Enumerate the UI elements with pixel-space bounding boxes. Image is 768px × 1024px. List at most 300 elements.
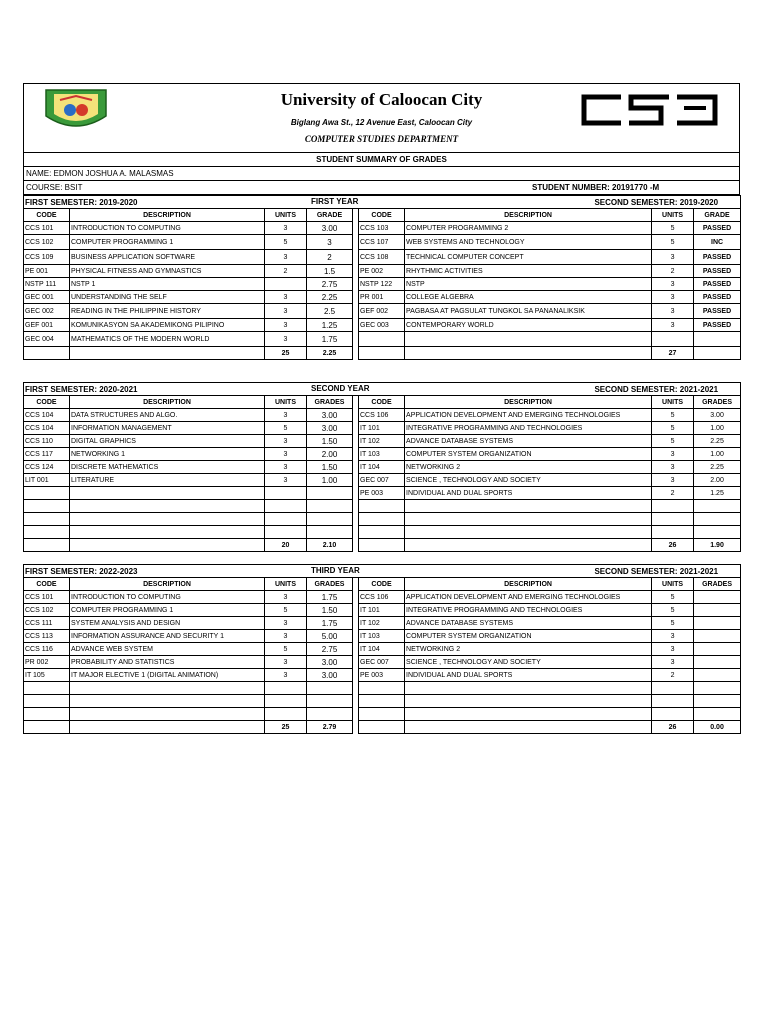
total-units: 20 [265,539,307,552]
grade-cell: APPLICATION DEVELOPMENT AND EMERGING TECHNOLOGIES [405,591,652,604]
grade-cell: 3 [652,656,694,669]
column-header: DESCRIPTION [405,578,652,591]
column-header-row [24,578,741,591]
grade-cell [70,513,265,526]
grade-cell: COMPUTER SYSTEM ORGANIZATION [405,448,652,461]
cell [70,721,265,734]
grade-cell: CCS 106 [359,591,405,604]
grade-cell: CONTEMPORARY WORLD [405,319,652,332]
table-row [24,304,741,319]
grade-cell: 3 [265,656,307,669]
grade-cell: CCS 101 [24,222,70,235]
grade-cell [694,604,741,617]
column-header: CODE [24,209,70,222]
grade-cell: 3 [265,474,307,487]
grade-cell: KOMUNIKASYON SA AKADEMIKONG PILIPINO [70,319,265,332]
table-row [24,669,741,682]
grade-cell: APPLICATION DEVELOPMENT AND EMERGING TECHNOLOGIES [405,409,652,422]
grade-cell: 1.00 [694,422,741,435]
grade-cell [694,695,741,708]
grade-cell: 3 [652,250,694,265]
grade-cell: IT 101 [359,422,405,435]
grade-cell: NSTP 122 [359,278,405,291]
grade-cell: 2.75 [307,643,353,656]
grade-cell: PE 003 [359,487,405,500]
grade-cell [265,278,307,291]
first-semester-label: FIRST SEMESTER: 2020-2021 SECOND YEAR [25,384,370,394]
grade-cell: COMPUTER PROGRAMMING 1 [70,235,265,250]
table-row [24,526,741,539]
grade-cell: 2 [307,250,353,265]
grade-cell: 3.00 [307,409,353,422]
table-row [24,235,741,250]
table-row [24,617,741,630]
year-label: SECOND YEAR [311,384,370,393]
column-header-row [24,209,741,222]
grade-cell [694,708,741,721]
total-units: 26 [652,721,694,734]
cell [405,539,652,552]
table-row [24,435,741,448]
grade-cell: 2.00 [307,448,353,461]
cell [359,721,405,734]
grade-cell: 3 [265,617,307,630]
grade-cell: IT 105 [24,669,70,682]
cell [359,347,405,360]
grade-cell: 3 [652,291,694,304]
grade-cell: INDIVIDUAL AND DUAL SPORTS [405,487,652,500]
grade-cell: NETWORKING 1 [70,448,265,461]
department-name: COMPUTER STUDIES DEPARTMENT [304,134,459,144]
grade-cell [405,526,652,539]
grade-cell [694,526,741,539]
grade-cell: CCS 107 [359,235,405,250]
table-row [24,461,741,474]
column-header: GRADES [694,578,741,591]
grade-cell: ADVANCE WEB SYSTEM [70,643,265,656]
grade-cell: 3 [265,250,307,265]
table-row [24,695,741,708]
grade-cell: TECHNICAL COMPUTER CONCEPT [405,250,652,265]
grade-cell: IT 102 [359,435,405,448]
general-average: 2.79 [307,721,353,734]
grade-cell: 1.75 [307,617,353,630]
grade-cell [307,513,353,526]
grade-cell: 1.75 [307,591,353,604]
grade-cell [24,695,70,708]
grade-cell: 1.00 [694,448,741,461]
cell [359,539,405,552]
table-row [24,630,741,643]
grade-cell: 3 [652,461,694,474]
total-units: 27 [652,347,694,360]
grade-cell [405,708,652,721]
grade-cell: ADVANCE DATABASE SYSTEMS [405,617,652,630]
grade-cell: 3 [265,435,307,448]
grade-cell: IT 101 [359,604,405,617]
grade-cell: DIGITAL GRAPHICS [70,435,265,448]
column-header: UNITS [265,209,307,222]
grade-cell: PASSED [694,304,741,319]
grade-cell [307,695,353,708]
grade-cell: 3.00 [694,409,741,422]
grade-cell [24,526,70,539]
column-header: GRADES [307,578,353,591]
grade-cell: NSTP [405,278,652,291]
semester-table [23,382,741,552]
column-header: DESCRIPTION [70,578,265,591]
grade-cell: PAGBASA AT PAGSULAT TUNGKOL SA PANANALIKSIK [405,304,652,319]
grade-cell: 2.75 [307,278,353,291]
table-row [24,682,741,695]
table-row [24,513,741,526]
grade-cell: IT 103 [359,630,405,643]
grade-cell: ADVANCE DATABASE SYSTEMS [405,435,652,448]
grade-cell: PASSED [694,222,741,235]
grade-cell: 1.25 [307,319,353,332]
grade-cell: GEC 001 [24,291,70,304]
grade-cell: PR 002 [24,656,70,669]
grade-cell: NSTP 111 [24,278,70,291]
grade-cell: 2.5 [307,304,353,319]
grade-cell [70,682,265,695]
table-row [24,500,741,513]
grade-cell: 3 [265,319,307,332]
table-row [24,409,741,422]
grade-cell: 1.50 [307,435,353,448]
totals-row [24,539,741,552]
grade-cell: NSTP 1 [70,278,265,291]
grade-cell: GEC 007 [359,656,405,669]
summary-title: STUDENT SUMMARY OF GRADES [23,153,740,167]
grade-cell: INTRODUCTION TO COMPUTING [70,222,265,235]
grade-cell: LIT 001 [24,474,70,487]
column-header: UNITS [652,396,694,409]
column-header: UNITS [265,578,307,591]
grade-cell: CCS 101 [24,591,70,604]
student-name: NAME: EDMON JOSHUA A. MALASMAS [23,167,740,181]
grade-cell [405,332,652,347]
grade-cell: READING IN THE PHILIPPINE HISTORY [70,304,265,319]
grade-cell: COMPUTER PROGRAMMING 1 [70,604,265,617]
student-number: STUDENT NUMBER: 20191770 -M [532,183,660,192]
grade-cell: SCIENCE , TECHNOLOGY AND SOCIETY [405,656,652,669]
column-header: GRADE [694,209,741,222]
table-row [24,222,741,235]
cell [24,347,70,360]
grade-cell: PASSED [694,278,741,291]
column-header: DESCRIPTION [70,209,265,222]
grade-cell [24,487,70,500]
grade-cell: 5 [265,643,307,656]
column-header: UNITS [652,578,694,591]
table-row [24,604,741,617]
grade-cell: CCS 110 [24,435,70,448]
grade-cell: INTEGRATIVE PROGRAMMING AND TECHNOLOGIES [405,604,652,617]
grade-cell: INFORMATION ASSURANCE AND SECURITY 1 [70,630,265,643]
grade-cell [694,617,741,630]
grade-cell: GEC 007 [359,474,405,487]
first-semester-label: FIRST SEMESTER: 2019-2020 FIRST YEAR [25,197,359,207]
grade-cell: INDIVIDUAL AND DUAL SPORTS [405,669,652,682]
grade-cell: CCS 124 [24,461,70,474]
cell [70,539,265,552]
grade-cell: SYSTEM ANALYSIS AND DESIGN [70,617,265,630]
grade-cell: DATA STRUCTURES AND ALGO. [70,409,265,422]
grade-cell: PE 003 [359,669,405,682]
general-average: 0.00 [694,721,741,734]
grade-cell: BUSINESS APPLICATION SOFTWARE [70,250,265,265]
grade-cell [70,500,265,513]
grade-cell [652,682,694,695]
semester-header-row [24,565,741,578]
column-header: DESCRIPTION [405,209,652,222]
grade-cell: 3 [265,332,307,347]
grade-cell: 2.25 [694,461,741,474]
grade-cell [694,643,741,656]
grade-cell: 3.00 [307,669,353,682]
grade-cell [70,695,265,708]
grade-cell: PE 002 [359,265,405,278]
student-course: COURSE: BSIT [26,183,83,192]
grade-cell: 5 [265,604,307,617]
grade-cell [694,669,741,682]
second-semester-label: SECOND SEMESTER: 2021-2021 [405,565,741,578]
column-header: GRADE [307,209,353,222]
year-label: FIRST YEAR [311,197,359,206]
grade-cell: 3 [307,235,353,250]
grade-cell: COMPUTER PROGRAMMING 2 [405,222,652,235]
cell [24,539,70,552]
grade-cell: 5 [652,222,694,235]
grade-cell: 2.00 [694,474,741,487]
grade-cell: CCS 111 [24,617,70,630]
grade-cell: GEC 003 [359,319,405,332]
grade-cell [359,695,405,708]
grade-cell: GEF 002 [359,304,405,319]
grade-cell [405,695,652,708]
grade-cell: 1.5 [307,265,353,278]
grade-cell: RHYTHMIC ACTIVITIES [405,265,652,278]
grade-cell: CCS 109 [24,250,70,265]
grade-cell: 2 [652,487,694,500]
grade-cell [652,526,694,539]
column-header: CODE [359,578,405,591]
grade-cell: PASSED [694,291,741,304]
table-row [24,422,741,435]
grade-cell [405,682,652,695]
grade-cell [359,526,405,539]
grade-cell: 3 [265,304,307,319]
grade-cell: 3 [652,643,694,656]
grade-cell: CCS 102 [24,235,70,250]
grade-cell [307,487,353,500]
grade-cell [307,526,353,539]
grade-cell: 3 [265,222,307,235]
grade-cell: 3 [652,304,694,319]
grade-cell: CCS 108 [359,250,405,265]
table-row [24,319,741,332]
table-row [24,474,741,487]
total-units: 26 [652,539,694,552]
grade-cell: INFORMATION MANAGEMENT [70,422,265,435]
university-name: University of Caloocan City [280,90,483,109]
grade-cell: GEF 001 [24,319,70,332]
grade-cell [694,591,741,604]
grade-cell: 5 [652,617,694,630]
grade-sheet [23,83,740,734]
grade-cell [70,487,265,500]
grade-cell: 5 [265,422,307,435]
document-header [23,83,740,153]
grade-cell [265,682,307,695]
grade-cell: COMPUTER SYSTEM ORGANIZATION [405,630,652,643]
grade-cell [24,682,70,695]
grade-cell: 2.25 [694,435,741,448]
grade-cell: 5 [652,409,694,422]
grade-cell: 3.00 [307,656,353,669]
grade-cell: INC [694,235,741,250]
grade-cell: 3 [652,278,694,291]
grade-cell: COLLEGE ALGEBRA [405,291,652,304]
table-row [24,250,741,265]
grade-cell: INTRODUCTION TO COMPUTING [70,591,265,604]
grade-cell: 5 [265,235,307,250]
grade-cell: 1.50 [307,461,353,474]
grade-cell: 5 [652,591,694,604]
grade-cell [652,513,694,526]
grade-cell: 3 [265,409,307,422]
grade-cell: 3 [265,448,307,461]
cell [405,347,652,360]
grade-cell: CCS 103 [359,222,405,235]
grade-cell: DISCRETE MATHEMATICS [70,461,265,474]
grade-cell: PHYSICAL FITNESS AND GYMNASTICS [70,265,265,278]
grade-cell [694,332,741,347]
grade-cell: 1.00 [307,474,353,487]
grade-cell: 2.25 [307,291,353,304]
grade-cell [652,332,694,347]
totals-row [24,347,741,360]
grade-cell: PASSED [694,250,741,265]
totals-row [24,721,741,734]
grade-cell: 5 [652,604,694,617]
grade-cell: CCS 104 [24,409,70,422]
grade-cell [694,630,741,643]
semester-header-row [24,383,741,396]
grade-cell: IT 104 [359,461,405,474]
grade-cell [24,500,70,513]
grade-cell [307,500,353,513]
grade-cell: CCS 113 [24,630,70,643]
grade-cell [359,708,405,721]
grade-cell [307,682,353,695]
grade-cell [70,708,265,721]
table-row [24,591,741,604]
grade-cell [405,513,652,526]
year-label: THIRD YEAR [311,566,360,575]
table-row [24,265,741,278]
grade-cell: CCS 106 [359,409,405,422]
grade-cell: 2 [652,265,694,278]
grade-cell: 5 [652,422,694,435]
column-header-row [24,396,741,409]
grade-cell: CCS 102 [24,604,70,617]
column-header: GRADES [307,396,353,409]
grade-cell: GEC 004 [24,332,70,347]
grade-cell: NETWORKING 2 [405,643,652,656]
general-average [694,347,741,360]
grade-cell: 1.75 [307,332,353,347]
grade-cell [265,526,307,539]
grade-cell: PR 001 [359,291,405,304]
grade-cell: PE 001 [24,265,70,278]
csd-logo-icon [581,94,721,126]
grade-cell: 5.00 [307,630,353,643]
grade-cell: 3.00 [307,422,353,435]
grade-cell: GEC 002 [24,304,70,319]
grade-cell: 5 [652,235,694,250]
grade-cell: 1.25 [694,487,741,500]
semester-table [23,195,741,360]
grade-cell: UNDERSTANDING THE SELF [70,291,265,304]
grade-cell: IT 102 [359,617,405,630]
grade-cell [265,513,307,526]
grade-cell: 3 [265,591,307,604]
grade-cell: 3 [265,461,307,474]
general-average: 2.10 [307,539,353,552]
grade-cell [24,513,70,526]
grade-cell [359,500,405,513]
column-header: CODE [359,396,405,409]
column-header: UNITS [265,396,307,409]
table-row [24,291,741,304]
grade-cell [307,708,353,721]
grade-cell [359,682,405,695]
grade-cell [694,500,741,513]
column-header: CODE [359,209,405,222]
table-row [24,332,741,347]
grade-cell [265,487,307,500]
grade-cell: PROBABILITY AND STATISTICS [70,656,265,669]
grade-cell: 3 [265,630,307,643]
table-row [24,278,741,291]
grade-cell: 1.50 [307,604,353,617]
grade-cell: 3 [652,319,694,332]
grade-cell [265,500,307,513]
grade-cell: WEB SYSTEMS AND TECHNOLOGY [405,235,652,250]
grade-cell: 3 [265,291,307,304]
grade-cell: 5 [652,435,694,448]
column-header: CODE [24,578,70,591]
grade-cell [70,526,265,539]
column-header: UNITS [652,209,694,222]
grade-cell [359,332,405,347]
grade-cell: CCS 104 [24,422,70,435]
grade-cell [265,708,307,721]
grade-cell [652,708,694,721]
grade-cell: 3 [652,630,694,643]
grade-cell: INTEGRATIVE PROGRAMMING AND TECHNOLOGIES [405,422,652,435]
first-semester-label: FIRST SEMESTER: 2022-2023 THIRD YEAR [25,566,360,576]
grade-cell: CCS 117 [24,448,70,461]
table-row [24,708,741,721]
column-header: DESCRIPTION [405,396,652,409]
grade-cell: IT 103 [359,448,405,461]
grade-cell [24,708,70,721]
grade-cell: 3 [652,448,694,461]
cell [24,721,70,734]
